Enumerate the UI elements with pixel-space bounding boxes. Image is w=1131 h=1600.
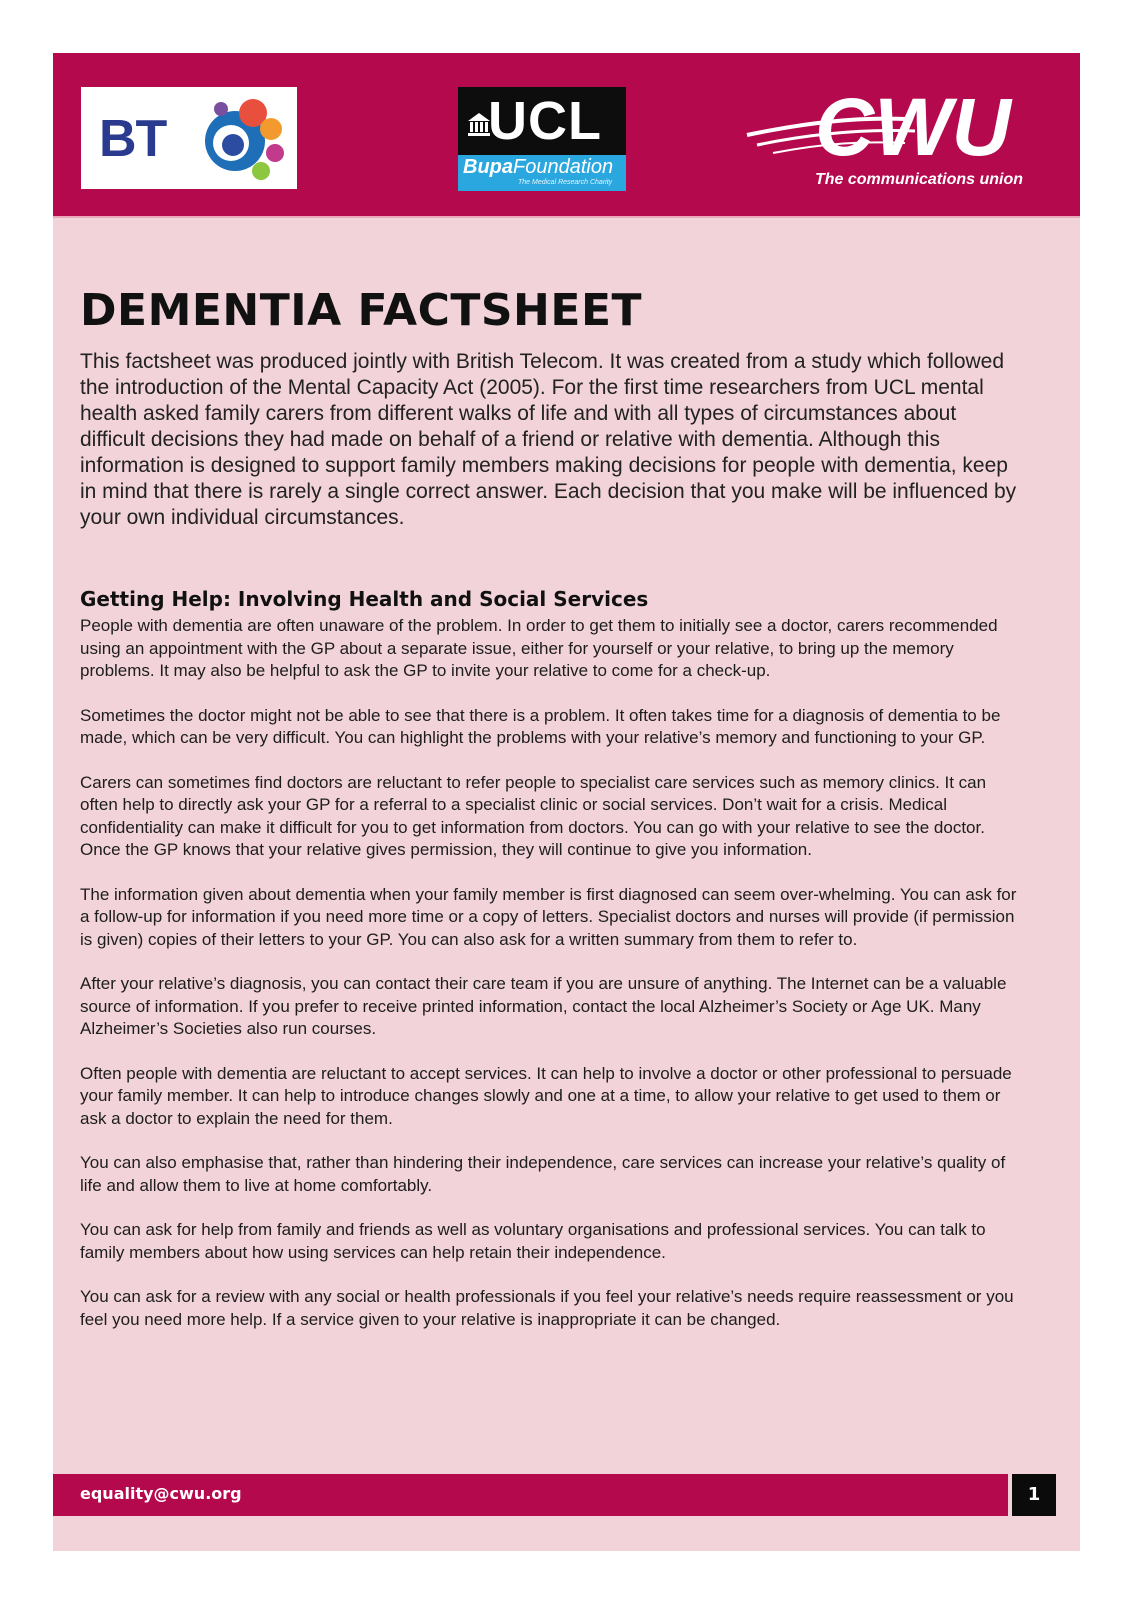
- page-title: DEMENTIA FACTSHEET: [80, 285, 643, 336]
- footer-email-link[interactable]: equality@cwu.org: [80, 1484, 242, 1503]
- ucl-logo: [458, 87, 626, 155]
- bupa-suffix: Foundation: [513, 156, 614, 178]
- section-body: [80, 615, 1020, 1331]
- bupa-subtitle: The Medical Research Charity: [518, 179, 613, 186]
- bt-logo-text: BT: [99, 110, 167, 168]
- header-banner: [53, 53, 1080, 218]
- paragraph: After your relative’s diagnosis, you can contact their care team if you are unsure of anything. The Internet can be a valuable source of information. If you prefer to receive printed information, contact the local Alzheimer’s Society or Age UK. Many Alzheimer’s Societies also run courses.: [80, 974, 1007, 1038]
- paragraph: Often people with dementia are reluctant to accept services. It can help to involve a doctor or other professional to persuade your family member. It can help to introduce changes slowly and one at a time, to allow your relative to get used to them or ask a doctor to explain the need for them.: [80, 1063, 1012, 1128]
- bupa-foundation-logo: [458, 155, 626, 191]
- cwu-logo-mark: [745, 83, 1065, 173]
- paragraph: Sometimes the doctor might not be able to see that there is a problem. It often takes time for a diagnosis of dementia to be made, which can be very difficult. You can highlight the problems with your relative’s memory and functioning to your GP.: [80, 705, 1001, 747]
- paragraph: You can ask for help from family and friends as well as voluntary organisations and professional services. You can talk to family members about how using services can help retain their independence.: [80, 1220, 986, 1262]
- paragraph: The information given about dementia when your family member is first diagnosed can seem over-whelming. You can ask for a follow-up for information if you need more time or a copy of letters. Specialist doctors and nurses will provide (if permission is given) copies of their letters to your GP. You can also ask for a written summary from them to refer to.: [80, 884, 1017, 949]
- footer-bar: [53, 1474, 1008, 1516]
- paragraph: Carers can sometimes find doctors are reluctant to refer people to specialist care services such as memory clinics. It can often help to directly ask your GP for a referral to a specialist clinic or social services. Don’t wait for a crisis. Medical confidentiality can make it difficult for you to get information from doctors. You can go with your relative to see the doctor. Once the GP knows that your relative gives permission, they will continue to give you information.: [80, 772, 987, 859]
- ucl-logo-text: UCL: [488, 91, 602, 151]
- page-number: 1: [1027, 1484, 1041, 1505]
- factsheet-page: [53, 53, 1080, 1551]
- ucl-bupa-logo: [458, 87, 626, 191]
- paragraph: You can also emphasise that, rather than hindering their independence, care services can increase your relative’s quality of life and allow them to live at home comfortably.: [80, 1153, 1006, 1195]
- paragraph: You can ask for a review with any social or health professionals if you feel your relative’s needs require reassessment or you feel you need more help. If a service given to your relative is inappropriate it can be changed.: [80, 1287, 1014, 1329]
- cwu-logo-text: CWU: [815, 83, 1011, 173]
- intro-paragraph: This factsheet was produced jointly with British Telecom. It was created from a study which followed the introduction of the Mental Capacity Act (2005). For the first time researchers from UCL mental health asked family carers from different walks of life and with all types of circumstances about difficult decisions they had made on behalf of a friend or relative with dementia. Although this information is designed to support family members making decisions for people with dementia, keep in mind that there is rarely a single correct answer. Each decision that you make will be influenced by your own individual circumstances.: [80, 350, 1017, 529]
- cwu-logo: [745, 83, 1065, 195]
- paragraph: People with dementia are often unaware of the problem. In order to get them to initially see a doctor, carers recommended using an appointment with the GP about a separate issue, either for yourself or your relative, to bring up the memory problems. It may also be helpful to ask the GP to invite your relative to come for a check-up.: [80, 616, 998, 680]
- page-number-box: [1012, 1474, 1056, 1516]
- bupa-foundation-text: [463, 156, 613, 179]
- main-content: [80, 281, 1020, 1331]
- bt-logo: [81, 87, 297, 189]
- bupa-prefix: Bupa: [463, 156, 513, 178]
- section-heading: Getting Help: Involving Health and Social Services: [80, 587, 649, 611]
- bt-globe-icon: [191, 95, 291, 183]
- cwu-tagline: The communications union: [814, 171, 1023, 188]
